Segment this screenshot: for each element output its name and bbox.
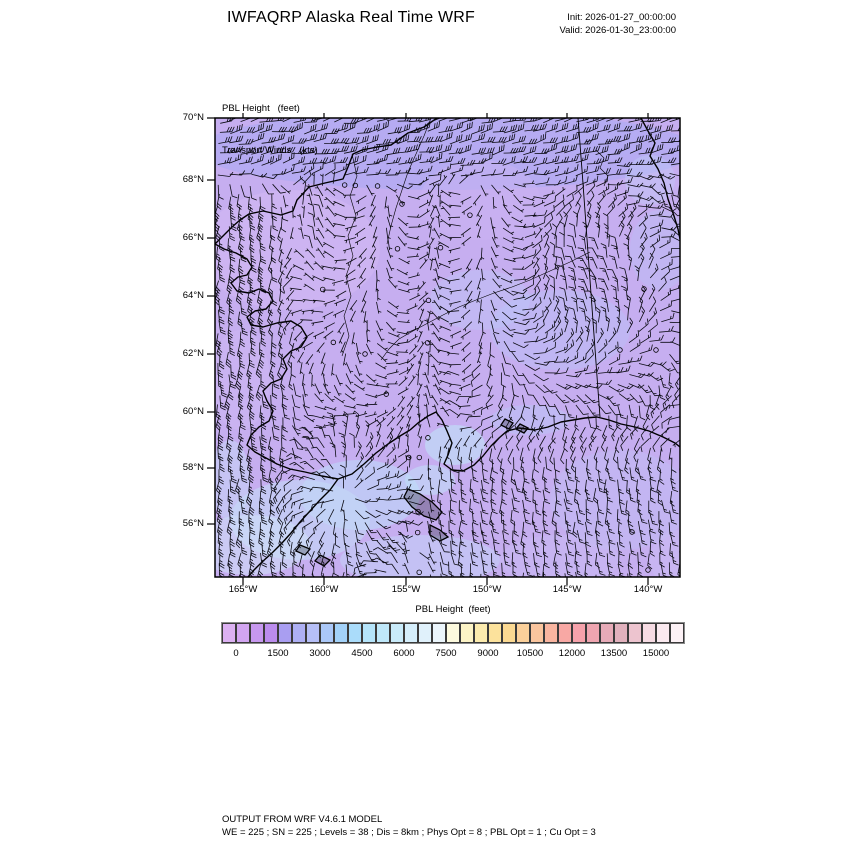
colorbar-cell xyxy=(334,623,348,643)
colorbar-tick-label: 9000 xyxy=(477,648,499,659)
lon-label: 150°W xyxy=(472,584,502,595)
init-time: Init: 2026-01-27_00:00:00 xyxy=(567,12,676,23)
page-title: IWFAQRP Alaska Real Time WRF xyxy=(226,9,476,26)
colorbar-cell xyxy=(558,623,572,643)
colorbar-tick-label: 4500 xyxy=(351,648,373,659)
lat-label: 70°N xyxy=(182,112,204,123)
colorbar-cell xyxy=(642,623,656,643)
footer-config-line: WE = 225 ; SN = 225 ; Levels = 38 ; Dis = 8km ; Phys Opt = 8 ; PBL Opt = 1 ; Cu Opt = 3 xyxy=(222,827,596,838)
colorbar-cell xyxy=(348,623,362,643)
colorbar-cell xyxy=(264,623,278,643)
field-label-pbl-height: PBL Height (feet) xyxy=(222,103,300,114)
footer-model-line: OUTPUT FROM WRF V4.6.1 MODEL xyxy=(222,814,383,825)
lat-label: 68°N xyxy=(182,174,204,185)
colorbar-cell xyxy=(488,623,502,643)
colorbar-cell xyxy=(404,623,418,643)
lon-label: 155°W xyxy=(391,584,421,595)
colorbar xyxy=(222,623,684,643)
colorbar-cell xyxy=(320,623,334,643)
colorbar-cell xyxy=(376,623,390,643)
colorbar-cell xyxy=(656,623,670,643)
colorbar-tick-label: 12000 xyxy=(558,648,586,659)
colorbar-cell xyxy=(628,623,642,643)
colorbar-tick-label: 0 xyxy=(233,648,239,659)
colorbar-cell xyxy=(250,623,264,643)
colorbar-tick-label: 15000 xyxy=(642,648,670,659)
valid-time: Valid: 2026-01-30_23:00:00 xyxy=(559,25,676,36)
lon-label: 145°W xyxy=(552,584,582,595)
colorbar-cell xyxy=(572,623,586,643)
lat-label: 60°N xyxy=(182,406,204,417)
colorbar-cell xyxy=(670,623,684,643)
colorbar-cell xyxy=(460,623,474,643)
colorbar-tick-label: 7500 xyxy=(435,648,457,659)
lon-label: 140°W xyxy=(633,584,663,595)
pbl-shade-patch xyxy=(490,405,570,435)
lat-label: 66°N xyxy=(182,232,204,243)
colorbar-cell xyxy=(390,623,404,643)
colorbar-tick-label: 6000 xyxy=(393,648,415,659)
colorbar-cell xyxy=(446,623,460,643)
colorbar-tick-label: 10500 xyxy=(516,648,544,659)
colorbar-cell xyxy=(278,623,292,643)
colorbar-cell xyxy=(432,623,446,643)
colorbar-tick-label: 3000 xyxy=(309,648,331,659)
lat-label: 56°N xyxy=(182,518,204,529)
colorbar-cell xyxy=(516,623,530,643)
lon-label: 165°W xyxy=(228,584,258,595)
colorbar-tick-label: 1500 xyxy=(267,648,289,659)
colorbar-cell xyxy=(222,623,236,643)
colorbar-tick-label: 13500 xyxy=(600,648,628,659)
lat-label: 62°N xyxy=(182,348,204,359)
colorbar-cell xyxy=(236,623,250,643)
colorbar-cell xyxy=(544,623,558,643)
lat-label: 64°N xyxy=(182,290,204,301)
colorbar-cell xyxy=(586,623,600,643)
colorbar-cell xyxy=(502,623,516,643)
pbl-shade-patch xyxy=(425,425,485,465)
colorbar-cell xyxy=(292,623,306,643)
footer-notes xyxy=(222,813,596,839)
colorbar-cell xyxy=(474,623,488,643)
colorbar-cell xyxy=(530,623,544,643)
lon-label: 160°W xyxy=(309,584,339,595)
field-label-transport-winds: Transport Winds (kts) xyxy=(222,145,318,156)
pbl-shade-patch xyxy=(630,210,690,290)
colorbar-cell xyxy=(306,623,320,643)
colorbar-title: PBL Height (feet) xyxy=(415,604,491,615)
lat-label: 58°N xyxy=(182,462,204,473)
colorbar-cell xyxy=(362,623,376,643)
field-labels xyxy=(222,74,318,186)
colorbar-cell xyxy=(418,623,432,643)
run-times xyxy=(559,11,676,37)
colorbar-cell xyxy=(600,623,614,643)
colorbar-cell xyxy=(614,623,628,643)
